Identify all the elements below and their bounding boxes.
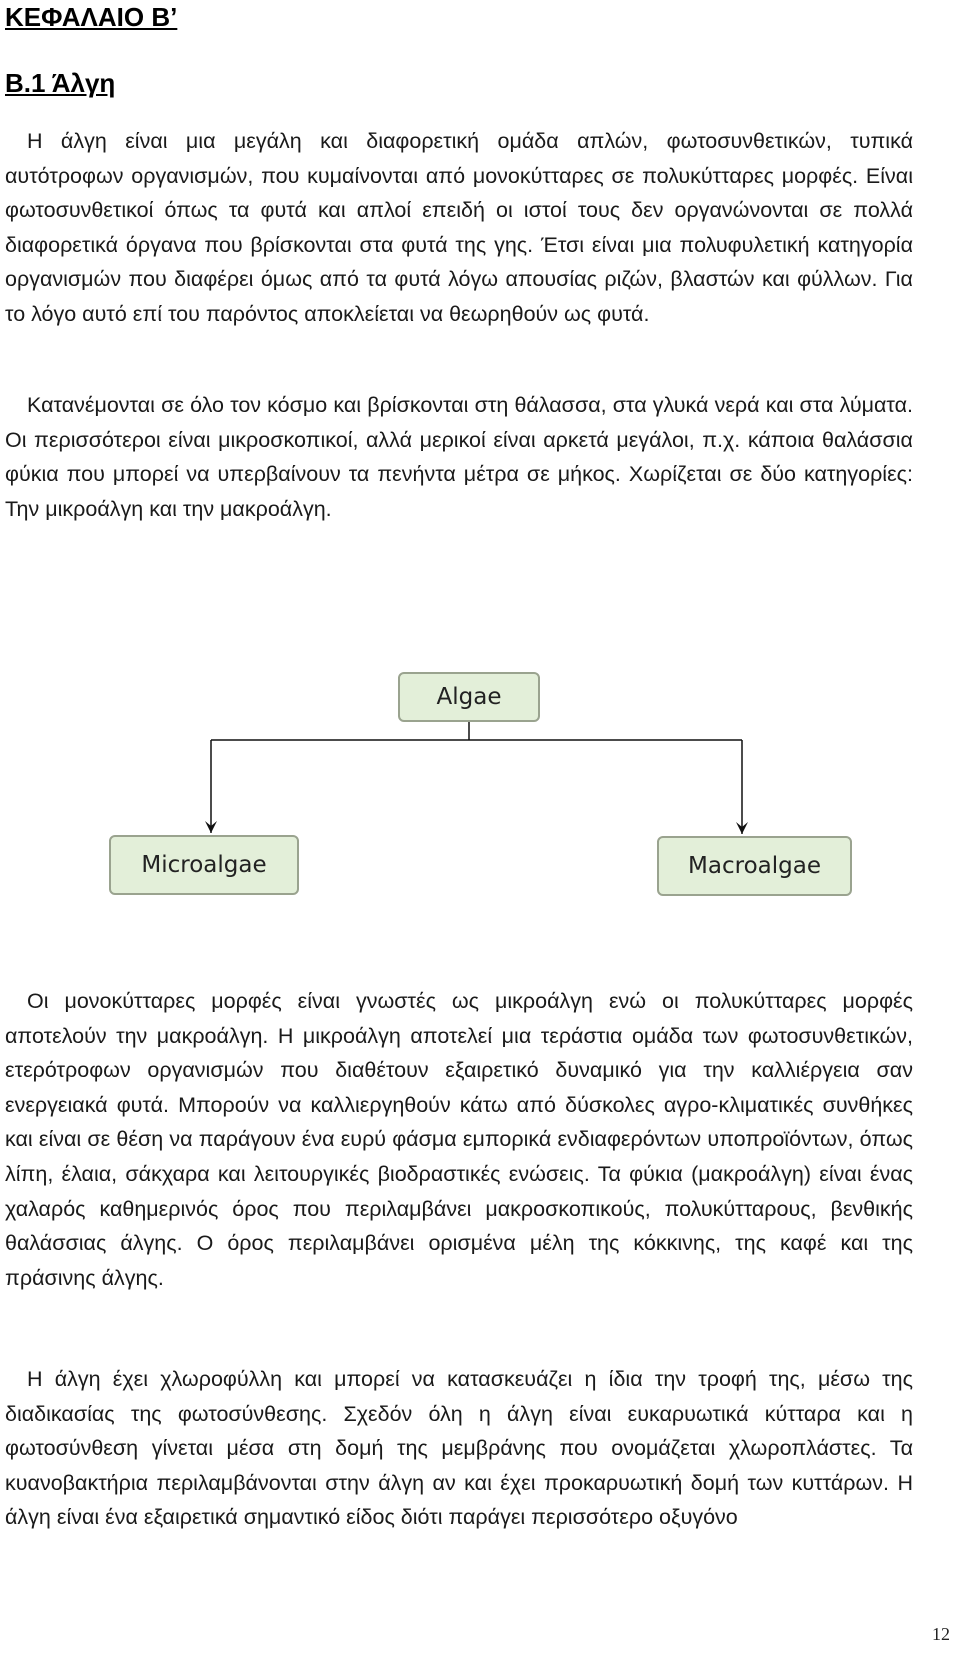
diagram-node-macroalgae: Macroalgae (657, 836, 852, 896)
chapter-heading: ΚΕΦΑΛΑΙΟ Β’ (5, 2, 178, 32)
paragraph-intro: Η άλγη είναι μια μεγάλη και διαφορετική ομάδα απλών, φωτοσυνθετικών, τυπικά αυτότροφων οργανισμών, που κυμαίνονται από μονοκύτταρες σε πολυκύτταρες μορφές. Είναι φωτοσυνθετικοί όπως τα φυτά και απλοί επειδή οι ιστοί τους δεν οργανώνονται σε πολλά διαφορετικά όργανα που βρίσκονται στα φυτά της γης. Έτσι είναι μια πολυφυλετική κατηγορία οργανισμών που διαφέρει όμως από τα φυτά λόγω απουσίας ριζών, βλαστών και φύλλων. Για το λόγο αυτό επί του παρόντος αποκλείεται να θεωρηθούν ως φυτά. (5, 129, 913, 326)
section-heading: Β.1 Άλγη (5, 68, 116, 98)
paragraph-photosynthesis: Η άλγη έχει χλωροφύλλη και μπορεί να κατασκευάζει η ίδια την τροφή της, μέσω της διαδικασίας της φωτοσύνθεσης. Σχεδόν όλη η άλγη είναι ευκαρυωτικά κύτταρα και η φωτοσύνθεση γίνεται μέσα στη δομή της μεμβράνης που ονομάζεται χλωροπλάστες. Τα κυανοβακτήρια περιλαμβάνονται στην άλγη αν και έχει προκαρυωτική δομή των κυττάρων. Η άλγη είναι ένα εξαιρετικά σημαντικό είδος διότι παράγει περισσότερο οξυγόνο (5, 1367, 913, 1530)
algae-classification-diagram (0, 660, 960, 920)
page-number: 12 (932, 1624, 950, 1644)
paragraph-distribution: Κατανέμονται σε όλο τον κόσμο και βρίσκονται στη θάλασσα, στα γλυκά νερά και στα λύματα. Οι περισσότεροι είναι μικροσκοπικοί, αλλά μερικοί είναι αρκετά μεγάλοι, π.χ. κάποια θαλάσσια φύκια που μπορεί να υπερβαίνουν τα πενήντα μέτρα σε μήκος. Χωρίζεται σε δύο κατηγορίες: Την μικροάλγη και την μακροάλγη. (5, 393, 913, 521)
diagram-node-algae: Algae (398, 672, 540, 722)
diagram-node-microalgae: Microalgae (109, 835, 299, 895)
paragraph-micro-macro: Οι μονοκύτταρες μορφές είναι γνωστές ως μικροάλγη ενώ οι πολυκύτταρες μορφές αποτελούν την μακροάλγη. Η μικροάλγη αποτελεί μια τεράστια ομάδα των φωτοσυνθετικών, ετερότροφων οργανισμών που διαθέτουν εξαιρετικό δυναμικό για την καλλιέργεια σαν ενεργειακά φυτά. Μπορούν να καλλιεργηθούν κάτω από δύσκολες αγρο-κλιματικές συνθήκες και είναι σε θέση να παράγουν ένα ευρύ φάσμα εμπορικά ενδιαφερόντων υποπροϊόντων, όπως λίπη, έλαια, σάκχαρα και λειτουργικές βιοδραστικές ενώσεις. Τα φύκια (μακροάλγη) είναι ένας χαλαρός καθημερινός όρος που περιλαμβάνει μακροσκοπικούς, πολυκύτταρους, βενθικής θαλάσσιας άλγης. Ο όρος περιλαμβάνει ορισμένα μέλη της κόκκινης, της καφέ και της πράσινης άλγης. (5, 989, 913, 1290)
